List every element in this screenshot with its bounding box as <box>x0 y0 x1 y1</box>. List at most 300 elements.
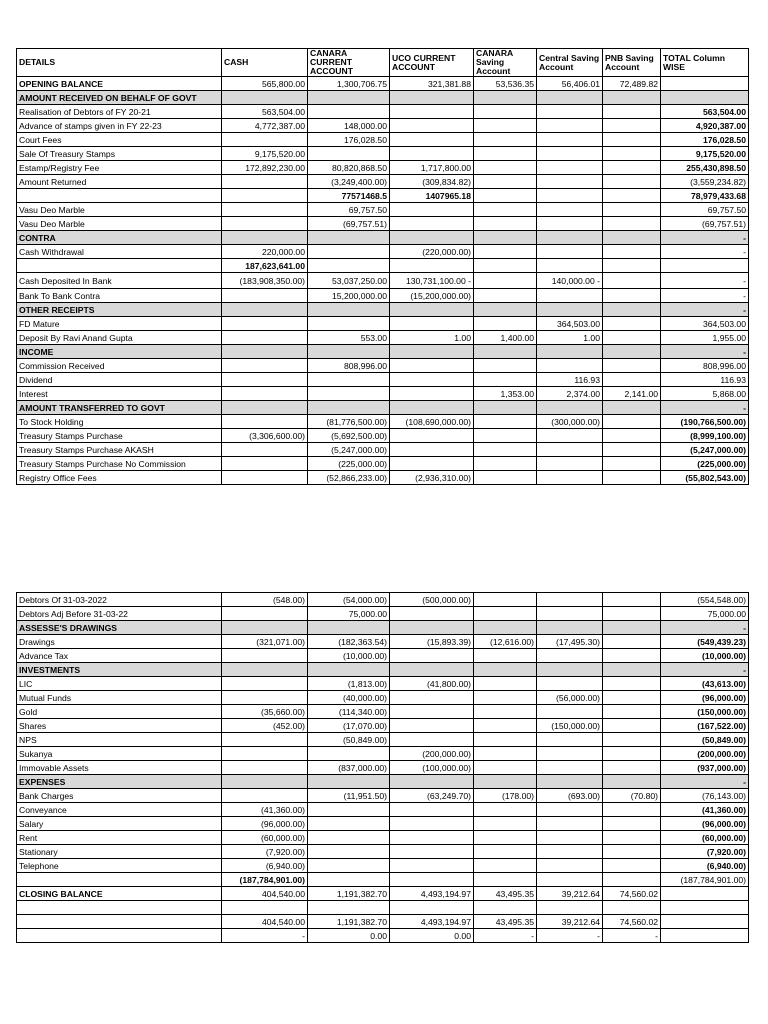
amount-cell <box>603 345 661 359</box>
amount-cell: 404,540.00 <box>222 915 308 929</box>
amount-cell <box>308 105 390 119</box>
amount-cell <box>222 789 308 803</box>
amount-cell <box>308 317 390 331</box>
amount-cell: (187,784,901.00) <box>661 873 749 887</box>
row-label-cell: Salary <box>17 817 222 831</box>
amount-cell <box>474 133 537 147</box>
amount-cell: (937,000.00) <box>661 761 749 775</box>
row-label-cell: ASSESSE'S DRAWINGS <box>17 621 222 635</box>
table-row <box>17 635 749 649</box>
row-label-cell: Dividend <box>17 373 222 387</box>
amount-cell: (554,548.00) <box>661 593 749 607</box>
amount-cell: 1.00 <box>537 331 603 345</box>
amount-cell: (187,784,901.00) <box>222 873 308 887</box>
amount-cell <box>474 803 537 817</box>
amount-cell <box>390 663 474 677</box>
row-label-cell: Shares <box>17 719 222 733</box>
amount-cell <box>474 231 537 245</box>
amount-cell: (17,070.00) <box>308 719 390 733</box>
amount-cell <box>537 733 603 747</box>
amount-cell <box>537 649 603 663</box>
amount-cell: 74,560.02 <box>603 915 661 929</box>
amount-cell <box>603 245 661 259</box>
table-row <box>17 245 749 259</box>
amount-cell <box>222 345 308 359</box>
amount-cell: (56,000.00) <box>537 691 603 705</box>
amount-cell <box>474 429 537 443</box>
section-row <box>17 345 749 359</box>
amount-cell <box>474 303 537 317</box>
amount-cell <box>390 719 474 733</box>
amount-cell: (178.00) <box>474 789 537 803</box>
amount-cell: - <box>661 663 749 677</box>
amount-cell: (150,000.00) <box>537 719 603 733</box>
row-label-cell: Interest <box>17 387 222 401</box>
amount-cell <box>390 733 474 747</box>
row-label-cell: NPS <box>17 733 222 747</box>
row-label-cell: INCOME <box>17 345 222 359</box>
amount-cell <box>222 761 308 775</box>
table-row <box>17 929 749 943</box>
amount-cell: 5,868.00 <box>661 387 749 401</box>
amount-cell <box>308 817 390 831</box>
amount-cell <box>222 607 308 621</box>
table-row <box>17 203 749 217</box>
section-row <box>17 303 749 317</box>
amount-cell: (5,247,000.00) <box>308 443 390 457</box>
amount-cell: (15,200,000.00) <box>390 289 474 303</box>
row-label-cell: Stationary <box>17 845 222 859</box>
amount-cell: 2,141.00 <box>603 387 661 401</box>
amount-cell <box>390 859 474 873</box>
amount-cell: (40,000.00) <box>308 691 390 705</box>
table-row <box>17 359 749 373</box>
amount-cell: 39,212.64 <box>537 915 603 929</box>
table-row <box>17 607 749 621</box>
amount-cell <box>603 457 661 471</box>
row-label-cell: Debtors Of 31-03-2022 <box>17 593 222 607</box>
amount-cell: (10,000.00) <box>308 649 390 663</box>
amount-cell <box>474 259 537 273</box>
amount-cell <box>308 231 390 245</box>
amount-cell <box>474 705 537 719</box>
amount-cell <box>537 147 603 161</box>
table-row <box>17 901 749 915</box>
amount-cell <box>390 831 474 845</box>
ledger-table-bottom-body <box>17 593 749 943</box>
amount-cell: 364,503.00 <box>537 317 603 331</box>
amount-cell <box>222 289 308 303</box>
amount-cell: (309,834.82) <box>390 175 474 189</box>
amount-cell <box>603 429 661 443</box>
amount-cell <box>390 119 474 133</box>
amount-cell <box>222 387 308 401</box>
amount-cell <box>308 387 390 401</box>
amount-cell: (5,692,500.00) <box>308 429 390 443</box>
amount-cell <box>308 147 390 161</box>
amount-cell <box>603 635 661 649</box>
amount-cell <box>661 929 749 943</box>
amount-cell: (225,000.00) <box>661 457 749 471</box>
amount-cell <box>537 203 603 217</box>
amount-cell <box>661 901 749 915</box>
amount-cell: (10,000.00) <box>661 649 749 663</box>
table-row <box>17 133 749 147</box>
amount-cell <box>537 175 603 189</box>
amount-cell: 187,623,641.00 <box>222 259 308 273</box>
table-row <box>17 415 749 429</box>
amount-cell <box>390 803 474 817</box>
table-row <box>17 831 749 845</box>
amount-cell <box>308 373 390 387</box>
amount-cell: 565,800.00 <box>222 77 308 91</box>
amount-cell <box>537 457 603 471</box>
amount-cell: 148,000.00 <box>308 119 390 133</box>
section-row <box>17 663 749 677</box>
amount-cell <box>603 359 661 373</box>
amount-cell: - <box>661 303 749 317</box>
table-row <box>17 873 749 887</box>
amount-cell <box>474 161 537 175</box>
ledger-table-bottom <box>16 592 749 943</box>
amount-cell <box>222 317 308 331</box>
amount-cell <box>474 345 537 359</box>
amount-cell: 808,996.00 <box>661 359 749 373</box>
amount-cell <box>537 663 603 677</box>
amount-cell <box>603 901 661 915</box>
amount-cell <box>537 817 603 831</box>
amount-cell <box>222 203 308 217</box>
amount-cell <box>390 443 474 457</box>
amount-cell <box>537 217 603 231</box>
amount-cell <box>390 401 474 415</box>
amount-cell <box>603 401 661 415</box>
amount-cell <box>222 471 308 485</box>
amount-cell: 808,996.00 <box>308 359 390 373</box>
amount-cell: (7,920.00) <box>222 845 308 859</box>
amount-cell <box>308 621 390 635</box>
amount-cell <box>474 719 537 733</box>
amount-cell <box>222 303 308 317</box>
amount-cell <box>308 901 390 915</box>
amount-cell: 0.00 <box>390 929 474 943</box>
amount-cell: 39,212.64 <box>537 887 603 901</box>
amount-cell <box>474 105 537 119</box>
amount-cell: (190,766,500.00) <box>661 415 749 429</box>
amount-cell: 75,000.00 <box>308 607 390 621</box>
amount-cell <box>222 663 308 677</box>
amount-cell <box>390 607 474 621</box>
table-row <box>17 289 749 303</box>
row-label-cell: Conveyance <box>17 803 222 817</box>
amount-cell <box>474 457 537 471</box>
amount-cell: 53,536.35 <box>474 77 537 91</box>
amount-cell: 9,175,520.00 <box>661 147 749 161</box>
amount-cell <box>474 621 537 635</box>
amount-cell: 4,493,194.97 <box>390 915 474 929</box>
amount-cell: 1,353.00 <box>474 387 537 401</box>
amount-cell <box>474 189 537 203</box>
amount-cell <box>537 259 603 273</box>
ledger-table-top-body <box>17 49 749 485</box>
amount-cell <box>603 663 661 677</box>
amount-cell: (43,613.00) <box>661 677 749 691</box>
amount-cell: 43,495.35 <box>474 887 537 901</box>
amount-cell: (3,559,234.82) <box>661 175 749 189</box>
amount-cell <box>661 915 749 929</box>
amount-cell <box>474 245 537 259</box>
amount-cell <box>603 705 661 719</box>
header-cell: CANARA Saving Account <box>474 49 537 77</box>
amount-cell: (96,000.00) <box>661 817 749 831</box>
amount-cell <box>390 705 474 719</box>
amount-cell: 43,495.35 <box>474 915 537 929</box>
section-row <box>17 91 749 105</box>
amount-cell <box>222 677 308 691</box>
table-row <box>17 719 749 733</box>
amount-cell <box>308 259 390 273</box>
amount-cell <box>474 443 537 457</box>
amount-cell <box>474 119 537 133</box>
amount-cell <box>603 845 661 859</box>
amount-cell <box>222 691 308 705</box>
amount-cell: (100,000.00) <box>390 761 474 775</box>
amount-cell <box>222 901 308 915</box>
amount-cell <box>222 175 308 189</box>
row-label-cell: CONTRA <box>17 231 222 245</box>
amount-cell <box>308 747 390 761</box>
amount-cell <box>390 317 474 331</box>
amount-cell: - <box>661 245 749 259</box>
amount-cell <box>308 831 390 845</box>
amount-cell <box>474 203 537 217</box>
amount-cell <box>474 273 537 289</box>
amount-cell <box>537 443 603 457</box>
amount-cell <box>474 607 537 621</box>
amount-cell: (183,908,350.00) <box>222 273 308 289</box>
table-row <box>17 761 749 775</box>
amount-cell: - <box>661 231 749 245</box>
table-row <box>17 915 749 929</box>
amount-cell <box>603 373 661 387</box>
amount-cell <box>390 259 474 273</box>
amount-cell: (69,757.51) <box>661 217 749 231</box>
row-label-cell: INVESTMENTS <box>17 663 222 677</box>
amount-cell: (54,000.00) <box>308 593 390 607</box>
amount-cell <box>474 775 537 789</box>
amount-cell: (549,439.23) <box>661 635 749 649</box>
amount-cell <box>222 331 308 345</box>
amount-cell <box>603 303 661 317</box>
amount-cell: 2,374.00 <box>537 387 603 401</box>
amount-cell: (6,940.00) <box>661 859 749 873</box>
amount-cell: (837,000.00) <box>308 761 390 775</box>
amount-cell: - <box>537 929 603 943</box>
amount-cell <box>537 859 603 873</box>
amount-cell: (96,000.00) <box>222 817 308 831</box>
row-label-cell: Commission Received <box>17 359 222 373</box>
amount-cell: (52,866,233.00) <box>308 471 390 485</box>
amount-cell <box>390 691 474 705</box>
table-row <box>17 175 749 189</box>
amount-cell <box>603 719 661 733</box>
amount-cell <box>603 175 661 189</box>
amount-cell <box>537 845 603 859</box>
row-label-cell: Bank Charges <box>17 789 222 803</box>
amount-cell: 72,489.82 <box>603 77 661 91</box>
header-cell: Central Saving Account <box>537 49 603 77</box>
amount-cell <box>537 359 603 373</box>
table-row <box>17 273 749 289</box>
table-row <box>17 429 749 443</box>
amount-cell <box>603 443 661 457</box>
row-label-cell <box>17 915 222 929</box>
amount-cell <box>222 373 308 387</box>
amount-cell: 553.00 <box>308 331 390 345</box>
amount-cell <box>474 175 537 189</box>
table-row <box>17 457 749 471</box>
amount-cell <box>537 705 603 719</box>
row-label-cell: FD Mature <box>17 317 222 331</box>
amount-cell <box>603 677 661 691</box>
amount-cell <box>390 901 474 915</box>
amount-cell: 404,540.00 <box>222 887 308 901</box>
amount-cell: (96,000.00) <box>661 691 749 705</box>
row-label-cell: Vasu Deo Marble <box>17 203 222 217</box>
amount-cell: 176,028.50 <box>308 133 390 147</box>
section-row <box>17 621 749 635</box>
amount-cell <box>474 415 537 429</box>
table-row <box>17 217 749 231</box>
amount-cell: (300,000.00) <box>537 415 603 429</box>
amount-cell: (63,249.70) <box>390 789 474 803</box>
amount-cell <box>537 831 603 845</box>
amount-cell <box>308 803 390 817</box>
row-label-cell: Cash Withdrawal <box>17 245 222 259</box>
table-row <box>17 147 749 161</box>
amount-cell <box>537 607 603 621</box>
row-label-cell: Treasury Stamps Purchase No Commission <box>17 457 222 471</box>
amount-cell: (200,000.00) <box>661 747 749 761</box>
amount-cell <box>603 317 661 331</box>
amount-cell: (548.00) <box>222 593 308 607</box>
table-row <box>17 817 749 831</box>
row-label-cell: CLOSING BALANCE <box>17 887 222 901</box>
row-label-cell: AMOUNT RECEIVED ON BEHALF OF GOVT <box>17 91 222 105</box>
table-row <box>17 259 749 273</box>
amount-cell: 78,979,433.68 <box>661 189 749 203</box>
table-row <box>17 649 749 663</box>
amount-cell: (50,849.00) <box>308 733 390 747</box>
amount-cell <box>537 471 603 485</box>
amount-cell: (114,340.00) <box>308 705 390 719</box>
amount-cell <box>603 289 661 303</box>
amount-cell <box>537 747 603 761</box>
amount-cell <box>222 231 308 245</box>
amount-cell: (150,000.00) <box>661 705 749 719</box>
amount-cell: (41,360.00) <box>222 803 308 817</box>
amount-cell: 69,757.50 <box>308 203 390 217</box>
table-row <box>17 789 749 803</box>
amount-cell <box>474 373 537 387</box>
amount-cell <box>222 649 308 663</box>
amount-cell <box>603 649 661 663</box>
header-cell: UCO CURRENT ACCOUNT <box>390 49 474 77</box>
amount-cell: 0.00 <box>308 929 390 943</box>
amount-cell: 4,920,387.00 <box>661 119 749 133</box>
amount-cell <box>603 203 661 217</box>
amount-cell: (35,660.00) <box>222 705 308 719</box>
table-row <box>17 845 749 859</box>
amount-cell <box>390 457 474 471</box>
amount-cell: 1,191,382.70 <box>308 887 390 901</box>
amount-cell <box>603 803 661 817</box>
amount-cell: 172,892,230.00 <box>222 161 308 175</box>
amount-cell: 1,300,706.75 <box>308 77 390 91</box>
row-label-cell: Treasury Stamps Purchase AKASH <box>17 443 222 457</box>
amount-cell <box>603 147 661 161</box>
amount-cell <box>474 217 537 231</box>
amount-cell: 4,493,194.97 <box>390 887 474 901</box>
amount-cell: 1,400.00 <box>474 331 537 345</box>
amount-cell <box>474 733 537 747</box>
amount-cell <box>474 649 537 663</box>
amount-cell <box>603 775 661 789</box>
amount-cell <box>474 859 537 873</box>
amount-cell <box>537 303 603 317</box>
amount-cell <box>537 677 603 691</box>
amount-cell <box>222 443 308 457</box>
row-label-cell <box>17 901 222 915</box>
row-label-cell: Cash Deposited In Bank <box>17 273 222 289</box>
amount-cell <box>474 831 537 845</box>
header-row <box>17 49 749 77</box>
amount-cell: (76,143.00) <box>661 789 749 803</box>
amount-cell <box>603 607 661 621</box>
amount-cell: 1,717,800.00 <box>390 161 474 175</box>
table-row <box>17 691 749 705</box>
amount-cell <box>390 147 474 161</box>
amount-cell <box>603 217 661 231</box>
row-label-cell: Treasury Stamps Purchase <box>17 429 222 443</box>
amount-cell <box>474 317 537 331</box>
amount-cell: 176,028.50 <box>661 133 749 147</box>
amount-cell <box>390 303 474 317</box>
header-cell: TOTAL Column WISE <box>661 49 749 77</box>
amount-cell <box>474 91 537 105</box>
table-row <box>17 373 749 387</box>
amount-cell: 140,000.00 - <box>537 273 603 289</box>
amount-cell <box>308 859 390 873</box>
amount-cell <box>474 691 537 705</box>
row-label-cell: Advance of stamps given in FY 22-23 <box>17 119 222 133</box>
amount-cell <box>603 189 661 203</box>
amount-cell: (2,936,310.00) <box>390 471 474 485</box>
row-label-cell: Amount Returned <box>17 175 222 189</box>
amount-cell <box>390 231 474 245</box>
amount-cell <box>537 803 603 817</box>
amount-cell: (3,249,400.00) <box>308 175 390 189</box>
amount-cell: 116.93 <box>537 373 603 387</box>
amount-cell: (167,522.00) <box>661 719 749 733</box>
amount-cell <box>603 231 661 245</box>
header-cell: PNB Saving Account <box>603 49 661 77</box>
amount-cell <box>537 289 603 303</box>
amount-cell: (7,920.00) <box>661 845 749 859</box>
amount-cell: 321,381.88 <box>390 77 474 91</box>
amount-cell: 364,503.00 <box>661 317 749 331</box>
amount-cell <box>474 147 537 161</box>
